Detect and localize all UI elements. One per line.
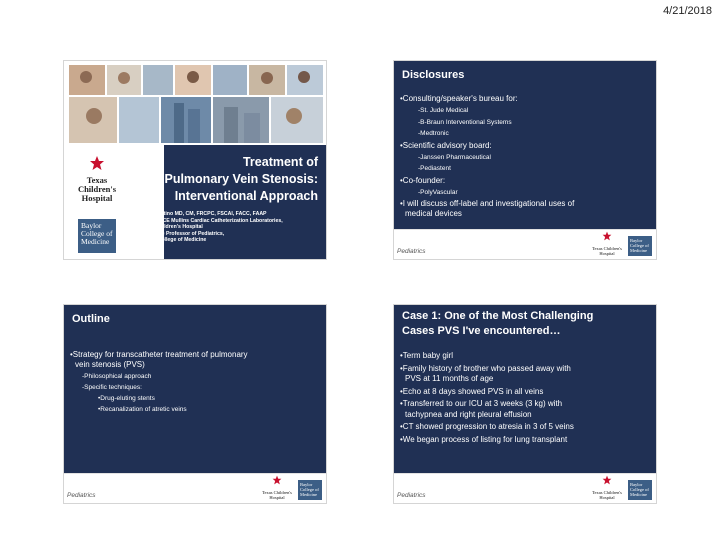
sub-bullet-item: -B-Braun Interventional Systems — [418, 118, 512, 126]
slide-case-1[interactable] — [393, 304, 657, 504]
sub-bullet-item: -Janssen Pharmaceutical — [418, 153, 491, 161]
author-line-2: Director, CE Mullins Cardiac Catheterization Laboratories, — [140, 217, 283, 224]
star-icon — [272, 475, 282, 485]
baylor-logo — [78, 219, 116, 253]
slide-footer — [394, 229, 656, 259]
sub-bullet-item: -Philosophical approach — [82, 373, 152, 380]
bullet-item: •CT showed progression to atresia in 3 of 5 veins — [400, 422, 574, 431]
heading-line-2: Cases PVS I've encountered… — [402, 325, 561, 337]
bullet-continuation: vein stenosis (PVS) — [75, 360, 145, 369]
bullet-item: •Term baby girl — [400, 351, 454, 360]
heading-line-1: Case 1: One of the Most Challenging — [402, 310, 594, 322]
bullet-continuation: tachypnea and right pleural effusion — [405, 409, 532, 419]
bullet-item: •Echo at 8 days showed PVS in all veins — [400, 386, 544, 396]
author-info — [140, 211, 283, 244]
slide-heading: Outline — [72, 313, 110, 325]
texas-childrens-logo — [67, 155, 127, 203]
bullet-list — [400, 349, 654, 445]
sub-bullet-item: -Medtronic — [418, 130, 449, 137]
author-line-5: Baylor College of Medicine — [140, 237, 207, 243]
bullet-item: •We began process of listing for lung transplant — [400, 434, 568, 444]
bullet-item: •Strategy for transcatheter treatment of pulmonary — [70, 350, 248, 359]
sub-bullet-item: -St. Jude Medical — [418, 107, 469, 114]
page-date: 4/21/2018 — [663, 5, 712, 17]
bullet-item: •Co-founder: — [400, 175, 446, 185]
author-line-1: Henri Justino MD, CM, FRCPC, FSCAI, FACC, FAAP — [140, 211, 267, 217]
sub-bullet-item: -Specific techniques: — [82, 384, 142, 391]
bullet-item: •Family history of brother who passed away with — [400, 363, 571, 373]
footer-tch-text: Texas Children's Hospital — [592, 246, 622, 256]
footer-tch-text: Texas Children's Hospital — [592, 490, 622, 500]
sub-sub-bullet-item: •Recanalization of atretic veins — [98, 406, 187, 413]
title-line-2: Pulmonary Vein Stenosis: — [164, 172, 318, 186]
tch-logo-line-2: Hospital — [81, 193, 113, 203]
footer-tch-logo — [592, 228, 622, 256]
photo-collage-image — [64, 61, 326, 145]
slide-footer — [64, 473, 326, 503]
footer-tch-logo — [262, 472, 292, 500]
footer-pediatrics: Pediatrics — [67, 492, 96, 499]
slide-heading: Disclosures — [402, 69, 465, 81]
title-line-3: Interventional Approach — [174, 189, 318, 203]
slide-outline[interactable] — [63, 304, 327, 504]
author-line-4: Associate Professor of Pediatrics, — [140, 230, 225, 237]
author-line-3: Texas Children's Hospital — [140, 224, 203, 230]
footer-pediatrics: Pediatrics — [397, 492, 426, 499]
bullet-continuation: PVS at 11 months of age — [405, 374, 494, 383]
bullet-item: •I will discuss off-label and investigational uses of — [400, 199, 575, 208]
footer-bcm-logo: Baylor College of Medicine — [298, 480, 322, 500]
bcm-logo-line-2: College of — [81, 229, 113, 238]
presentation-title — [164, 154, 318, 205]
bcm-logo-line-1: Baylor — [81, 221, 102, 230]
footer-tch-text: Texas Children's Hospital — [262, 490, 292, 500]
bullet-item: •Consulting/speaker's bureau for: — [400, 94, 518, 103]
bullet-item: •Transferred to our ICU at 3 weeks (3 kg) with — [400, 399, 563, 408]
footer-bcm-logo: Baylor College of Medicine — [628, 236, 652, 256]
sub-bullet-item: -PolyVascular — [418, 188, 458, 196]
star-icon — [602, 231, 612, 241]
footer-bcm-logo: Baylor College of Medicine — [628, 480, 652, 500]
bullet-continuation: medical devices — [405, 209, 462, 218]
tch-logo-line-1: Texas Children's — [77, 175, 117, 194]
slide-footer — [394, 473, 656, 503]
slide-title-card[interactable] — [63, 60, 327, 260]
sub-bullet-item: -Pediastent — [418, 165, 451, 172]
bullet-list — [400, 92, 650, 219]
footer-pediatrics: Pediatrics — [397, 248, 426, 255]
sub-sub-bullet-item: •Drug-eluting stents — [98, 395, 155, 402]
bcm-logo-line-3: Medicine — [81, 237, 110, 246]
star-icon — [602, 475, 612, 485]
title-line-1: Treatment of — [242, 155, 318, 169]
bullet-list — [70, 348, 320, 414]
footer-tch-logo — [592, 472, 622, 500]
star-icon — [89, 155, 105, 171]
bullet-item: •Scientific advisory board: — [400, 140, 492, 150]
slide-disclosures[interactable] — [393, 60, 657, 260]
slide-heading — [402, 309, 593, 339]
